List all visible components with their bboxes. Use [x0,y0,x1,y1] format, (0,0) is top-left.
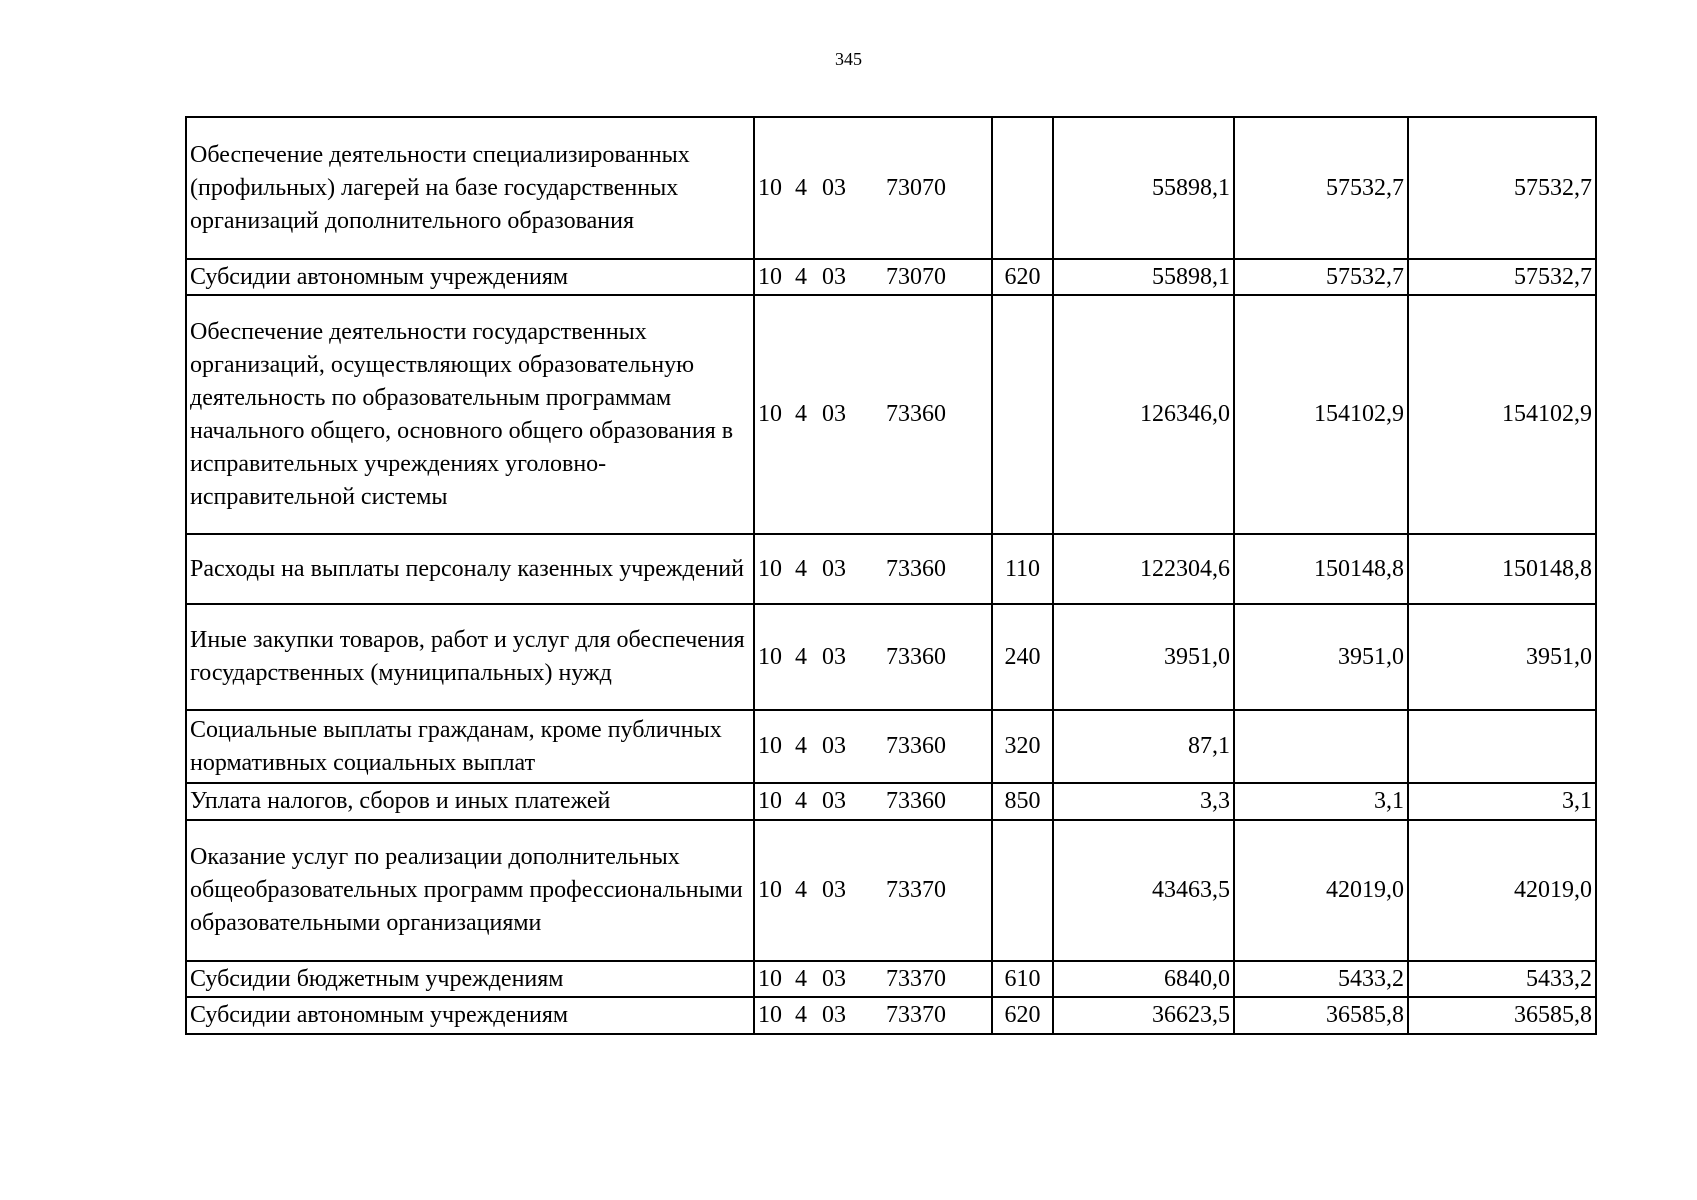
row-name: Обеспечение деятельности государственных организаций, осуществляющих образовательную деятельность по образовательным программам начального общего, основного общего образования в исправительных учреждениях уголовно-исправительной системы [186,295,754,534]
expense-type-code [992,117,1053,259]
subsection-code: 4 [795,1002,807,1028]
amount-year-3: 57532,7 [1408,117,1596,259]
amount-year-3: 57532,7 [1408,259,1596,295]
table-row [186,783,1596,820]
amount-year-2: 3,1 [1234,783,1408,820]
table-row [186,259,1596,295]
target-article-code: 73070 [886,174,946,201]
classification-code [754,961,992,997]
amount-year-3: 150148,8 [1408,534,1596,604]
amount-year-2: 42019,0 [1234,820,1408,961]
classification-code [754,534,992,604]
expense-type-code: 610 [992,961,1053,997]
table-row [186,534,1596,604]
row-name: Субсидии бюджетным учреждениям [186,961,754,997]
table-row [186,117,1596,259]
target-article-code: 73370 [886,877,946,903]
amount-year-1: 55898,1 [1053,259,1234,295]
expense-type-code: 240 [992,604,1053,710]
classification-code [754,604,992,710]
section-code: 10 [758,555,782,582]
amount-year-2: 150148,8 [1234,534,1408,604]
budget-table [185,116,1597,1035]
amount-year-1: 126346,0 [1053,295,1234,534]
row-name: Расходы на выплаты персоналу казенных учреждений [186,534,754,604]
amount-year-1: 6840,0 [1053,961,1234,997]
amount-year-2: 57532,7 [1234,259,1408,295]
program-code: 03 [822,877,846,903]
classification-code [754,820,992,961]
classification-code [754,710,992,783]
target-article-code: 73070 [886,263,946,290]
section-code: 10 [758,877,782,903]
target-article-code: 73360 [886,788,946,814]
section-code: 10 [758,788,782,814]
target-article-code: 73360 [886,643,946,670]
subsection-code: 4 [795,877,807,903]
amount-year-3: 3951,0 [1408,604,1596,710]
amount-year-1: 36623,5 [1053,997,1234,1034]
section-code: 10 [758,174,782,201]
expense-type-code: 110 [992,534,1053,604]
target-article-code: 73360 [886,555,946,582]
expense-type-code [992,295,1053,534]
section-code: 10 [758,965,782,992]
amount-year-1: 87,1 [1053,710,1234,783]
amount-year-2: 5433,2 [1234,961,1408,997]
row-name: Оказание услуг по реализации дополнительных общеобразовательных программ профессиональными образовательными организациями [186,820,754,961]
row-name: Обеспечение деятельности специализированных (профильных) лагерей на базе государственных организаций дополнительного образования [186,117,754,259]
classification-code [754,295,992,534]
table-row [186,604,1596,710]
program-code: 03 [822,555,846,582]
target-article-code: 73360 [886,733,946,759]
program-code: 03 [822,401,846,427]
amount-year-3: 154102,9 [1408,295,1596,534]
page-number: 345 [835,49,862,69]
subsection-code: 4 [795,555,807,582]
section-code: 10 [758,401,782,427]
section-code: 10 [758,733,782,759]
table-row [186,997,1596,1034]
amount-year-1: 3,3 [1053,783,1234,820]
amount-year-2: 36585,8 [1234,997,1408,1034]
amount-year-2: 57532,7 [1234,117,1408,259]
subsection-code: 4 [795,965,807,992]
target-article-code: 73360 [886,401,946,427]
expense-type-code: 620 [992,259,1053,295]
amount-year-3 [1408,710,1596,783]
classification-code [754,783,992,820]
amount-year-2: 3951,0 [1234,604,1408,710]
amount-year-3: 3,1 [1408,783,1596,820]
program-code: 03 [822,965,846,992]
amount-year-1: 3951,0 [1053,604,1234,710]
program-code: 03 [822,788,846,814]
expense-type-code: 620 [992,997,1053,1034]
table-row [186,961,1596,997]
expense-type-code [992,820,1053,961]
amount-year-2: 154102,9 [1234,295,1408,534]
expense-type-code: 850 [992,783,1053,820]
amount-year-1: 55898,1 [1053,117,1234,259]
target-article-code: 73370 [886,965,946,992]
program-code: 03 [822,174,846,201]
program-code: 03 [822,1002,846,1028]
row-name: Иные закупки товаров, работ и услуг для обеспечения государственных (муниципальных) нужд [186,604,754,710]
section-code: 10 [758,1002,782,1028]
section-code: 10 [758,643,782,670]
table-row [186,820,1596,961]
target-article-code: 73370 [886,1002,946,1028]
section-code: 10 [758,263,782,290]
table-row [186,295,1596,534]
classification-code [754,997,992,1034]
program-code: 03 [822,733,846,759]
row-name: Уплата налогов, сборов и иных платежей [186,783,754,820]
subsection-code: 4 [795,733,807,759]
row-name: Социальные выплаты гражданам, кроме публичных нормативных социальных выплат [186,710,754,783]
subsection-code: 4 [795,788,807,814]
amount-year-3: 5433,2 [1408,961,1596,997]
amount-year-2 [1234,710,1408,783]
amount-year-1: 122304,6 [1053,534,1234,604]
subsection-code: 4 [795,174,807,201]
subsection-code: 4 [795,263,807,290]
table-row [186,710,1596,783]
classification-code [754,259,992,295]
program-code: 03 [822,643,846,670]
row-name: Субсидии автономным учреждениям [186,997,754,1034]
classification-code [754,117,992,259]
amount-year-1: 43463,5 [1053,820,1234,961]
expense-type-code: 320 [992,710,1053,783]
program-code: 03 [822,263,846,290]
amount-year-3: 36585,8 [1408,997,1596,1034]
subsection-code: 4 [795,643,807,670]
row-name: Субсидии автономным учреждениям [186,259,754,295]
subsection-code: 4 [795,401,807,427]
amount-year-3: 42019,0 [1408,820,1596,961]
